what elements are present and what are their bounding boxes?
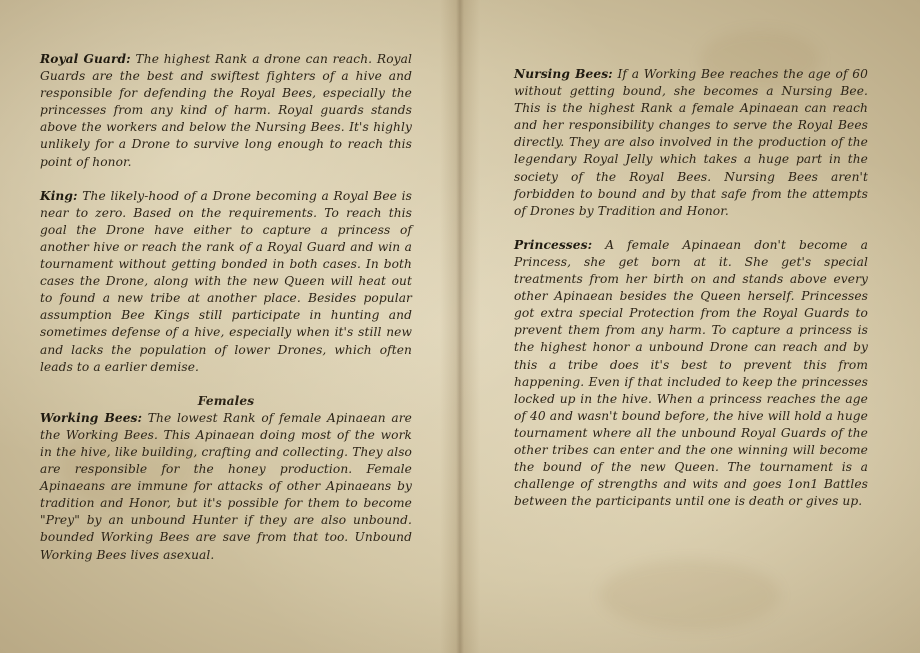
- royal-guard-paragraph: [40, 51, 412, 171]
- nursing-bees-term: Nursing Bees:: [514, 67, 613, 81]
- nursing-bees-paragraph: [514, 66, 868, 220]
- left-page: [0, 0, 458, 653]
- royal-guard-body: The highest Rank a drone can reach. Royal Guards are the best and swiftest fighters of a hive and responsible for defending the Royal Bees, especially the princesses from any kind of harm. Royal guards stands above the workers and below the Nursing Bees. It's highly unlikely for a Drone to survive long enough to reach this point of honor.: [40, 52, 412, 169]
- working-bees-term: Working Bees:: [40, 410, 143, 425]
- working-bees-body: The lowest Rank of female Apinaean are the Working Bees. This Apinaean doing most of the work in the hive, like building, crafting and collecting. They also are responsible for the honey production. Female Apinaeans are immune for attacks of other Apinaeans by tradition and Honor, but it's possible for them to become "Prey" by an unbound Hunter if they are also unbound. bounded Working Bees are save from that too. Unbound Working Bees lives asexual.: [40, 410, 412, 562]
- king-body: The likely-hood of a Drone becoming a Royal Bee is near to zero. Based on the requirements. To reach this goal the Drone have either to capture a princess of another hive or reach the rank of a Royal Guard and win a tournament without getting bonded in both cases. In both cases the Drone, along with the new Queen will heat out to found a new tribe at another place. Besides popular assumption Bee Kings still participate in hunting and sometimes defense of a hive, especially when it's still new and lacks the population of lower Drones, which often leads to a earlier demise.: [40, 188, 412, 374]
- royal-guard-term: Royal Guard:: [40, 52, 131, 66]
- king-paragraph: [40, 188, 412, 376]
- nursing-bees-body: If a Working Bee reaches the age of 60 without getting bound, she becomes a Nursing Bee. This is the highest Rank a female Apinaean can reach and her responsibility changes to serve the Royal Bees directly. They are also involved in the production of the legendary Royal Jelly which takes a huge part in the society of the Royal Bees. Nursing Bees aren't forbidden to bound and by that safe from the attempts of Drones by Tradition and Honor.: [514, 67, 868, 218]
- princesses-term: Princesses:: [514, 237, 593, 252]
- females-heading: Females: [197, 393, 255, 408]
- right-page-text: [514, 66, 868, 510]
- princesses-paragraph: [514, 237, 868, 511]
- left-page-text: [40, 51, 412, 564]
- princesses-body: A female Apinaean don't become a Princess, she get born at it. She get's special treatments from her birth on and stands above every other Apinaean besides the Queen herself. Princesses got extra special Protection from the Royal Guards to prevent them from any harm. To capture a princess is the highest honor a unbound Drone can reach and by this a tribe does it's best to prevent this from happening. Even if that included to keep the princesses locked up in the hive. When a princess reaches the age of 40 and wasn't bound before, the hive will hold a huge tournament where all the unbound Royal Guards of the other tribes can enter and the one winning will become the bound of the new Queen. The tournament is a challenge of strengths and wits and goes 1on1 Battles between the participants until one is death or gives up.: [514, 237, 868, 509]
- right-page: [462, 0, 920, 653]
- working-bees-paragraph: [40, 410, 412, 564]
- king-term: King:: [40, 188, 78, 203]
